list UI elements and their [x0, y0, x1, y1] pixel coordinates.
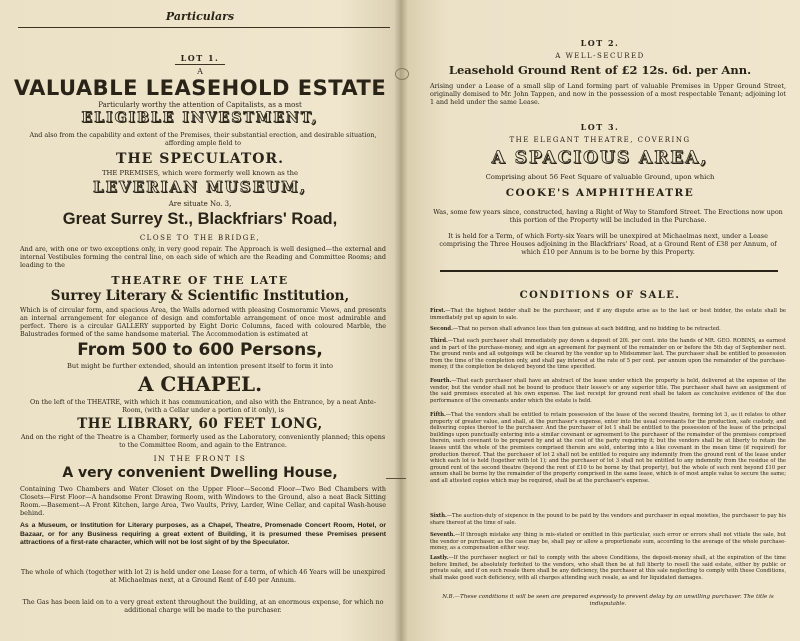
- amphitheatre-title: COOKE'S AMPHITHEATRE: [505, 187, 695, 199]
- book-gutter: [394, 0, 408, 641]
- main-title: VALUABLE LEASEHOLD ESTATE: [13, 76, 387, 100]
- condition-first: First.—That the highest bidder shall be the purchaser, and if any dispute arise as to the last or best bidder, the estate shall be immediately put up again to sale.: [430, 308, 786, 321]
- eligible-investment: ELIGIBLE INVESTMENT,: [81, 110, 319, 126]
- condition-sixth: Sixth.—The auction-duty of sixpence in the pound to be paid by the vendors and purchaser in equal moieties, the purchaser to pay his share thereof at the time of sale.: [430, 513, 786, 526]
- binding-stroke: [386, 478, 406, 479]
- lot3-title: A SPACIOUS AREA,: [491, 148, 709, 168]
- lot1-rule: [175, 64, 225, 65]
- lot3-comprising: Comprising about 56 Feet Square of valuable Ground, upon which: [485, 173, 715, 181]
- binding-mark: [395, 68, 409, 80]
- conditions-title: CONDITIONS OF SALE.: [519, 290, 681, 301]
- capability-text: And also from the capability and extent of the Premises, their substantial erection, and desirable situation, affording ample field to: [29, 131, 377, 147]
- theatre-title: THEATRE OF THE LATE: [111, 274, 289, 287]
- chapel-title: A CHAPEL.: [137, 372, 263, 396]
- lot2-intro: A WELL-SECURED: [555, 52, 645, 60]
- chapel-description: On the left of the THEATRE, with which it has communication, and also with the Entrance, by a neat Ante-Room, (with a Cellar under a portion of it only), is: [30, 398, 376, 414]
- particulars-header: Particulars: [165, 10, 235, 23]
- street-title: Great Surrey St., Blackfriars' Road,: [62, 210, 338, 228]
- lot3-intro: THE ELEGANT THEATRE, COVERING: [509, 136, 691, 144]
- lot2-title: Leasehold Ground Rent of £2 12s. 6d. per Ann.: [448, 63, 752, 77]
- uses-text: As a Museum, or Institution for Literary purposes, as a Chapel, Theatre, Promenade Concert Room, Hotel, or Bazaar, or for any Business requiring a great extent of Building, it is presumed these Premises present attractions of a first-rate character, which will not be lost sight of by the Speculator.: [20, 522, 386, 547]
- extend-text: But might be further extended, should an intention present itself to form it into: [67, 362, 333, 370]
- lot3-label: LOT 3.: [580, 122, 620, 132]
- lot2-label: LOT 2.: [580, 38, 620, 48]
- situate-text: Are situate No. 3,: [168, 200, 232, 208]
- speculator-title: THE SPECULATOR.: [116, 151, 284, 167]
- front-text: IN THE FRONT IS: [153, 454, 247, 463]
- condition-lastly: Lastly.—If the purchaser neglect or fail to comply with the above Conditions, the deposit-money shall, at the expiration of the time before limited, be absolutely forfeited to the vendors, who shall then be at full liberty to resell the said estate, either by public or private sale, and if on such resale there shall be any deficiency, the purchaser at this sale neglecting to comply with these Conditions, shall make good such deficiency, with all charges attending such resale, as and for liquidated damages.: [430, 555, 786, 581]
- gas-text: The Gas has been laid on to a very great extent throughout the building, at an enormous expense, for which no additional charge will be made to the purchaser.: [22, 598, 384, 614]
- condition-seventh: Seventh.—If through mistake any thing is mis-stated or omitted in this particular, such error or errors shall not vitiate the sale, but the vendor or purchaser, as the case may be, shall pay or allow a proportionate sum, according to the average of the whole purchase-money, as a compensation either way.: [430, 532, 786, 552]
- lot3-history: Was, some few years since, constructed, having a Right of Way to Stamford Street. The Erections now upon this portion of the Property will be included in the Purchase.: [433, 208, 783, 224]
- dwelling-description: Containing Two Chambers and Water Closet on the Upper Floor—Second Floor—Two Bed Chambers with Closets—First Floor—A handsome Front Drawing Room, with Windows to the Ground, also a neat Back Sitting Room.—Basement—A Front Kitchen, large Area, Two Vaults, Privy, Larder, Wine Cellar, and capital Wash-house behind.: [20, 485, 386, 517]
- laboratory-text: And on the right of the Theatre is a Chamber, formerly used as the Laboratory, conveniently planned; this opens to the Committee Room, and again to the Entrance.: [20, 433, 386, 449]
- repair-text: And are, with one or two exceptions only, in very good repair. The Approach is well designed—the external and internal Vestibules forming the central line, on each side of which are the Reading and Committee Rooms; and leading to the: [20, 245, 386, 269]
- persons-title: From 500 to 600 Persons,: [77, 340, 323, 360]
- close-text: CLOSE TO THE BRIDGE,: [139, 234, 261, 242]
- lot1-article: A: [197, 67, 203, 76]
- condition-fourth: Fourth.—That each purchaser shall have an abstract of the lease under which the property is held, delivered at the expense of the vendor, but the vendor shall not be bound to produce their lessor's or any superior title. The purchaser shall have an assignment of the said premises executed at his own expense. The last receipt for ground rent shall be taken as conclusive evidence of the due performance of the covenants under which the estate is held.: [430, 378, 786, 404]
- nb-note: N.B.—These conditions it will be seen are prepared expressly to prevent delay by an unwilling purchaser. The title is indisputable.: [442, 594, 774, 607]
- lot1-label: LOT 1.: [180, 53, 220, 63]
- museum-title: LEVERIAN MUSEUM,: [93, 178, 307, 196]
- lot2-description: Arising under a Lease of a small slip of Land forming part of valuable Premises in Upper Ground Street, originally demised to Mr. John Tappen, and now in the possession of a most respectable Tenant; adjoining lot 1 and held under the same Lease.: [430, 82, 786, 106]
- institution-title: Surrey Literary & Scientific Institution,: [50, 288, 350, 304]
- condition-fifth: Fifth.—That the vendors shall be entitled to retain possession of the lease of the second theatre, forming lot 3, as it relates to other property of greater value, and shall, at the purchaser's expense, enter into the usual covenants for the production, safe custody, and delivering copies thereof to the purchaser. And the purchaser of lot 1 shall be entitled to the possession of the lease of the principal buildings upon punctually entering into a similar covenant or agreement to the purchaser of the remainder of the premises comprised therein, such covenant to be prepared by and at the cost of the party requiring it; but the vendors shall be at liberty to retain the leases until the whole of the premises comprised therein are sold, entering into a like covenant in the mean time (if required) for production thereof. That the purchaser of lot 2 shall not be entitled to require any indemnity from the ground rent of the lease under which each lot is held (together with lot 1); and the purchaser of lot 3 shall not be entitled to any indemnity from the residue of the ground rent of the second theatre (beyond the rent of £10 to be borne by that property), but the whole of such rent beyond £10 per annum shall be borne by the remainder of the property comprised in the same lease, which is of most ample value to secure the same; and all attested copies which may be required, shall be at the purchaser's expense.: [430, 412, 786, 484]
- lot3-term: It is held for a Term, of which Forty-six Years will be unexpired at Michaelmas next, under a Lease comprising the Three Houses adjoining in the Blackfriars' Road, at a Ground Rent of £38 per Annum, of which £10 per Annum is to be borne by this Property.: [439, 232, 777, 256]
- library-title: THE LIBRARY, 60 FEET LONG,: [77, 416, 323, 432]
- condition-third: Third.—That each purchaser shall immediately pay down a deposit of 20l. per cent. into the hands of MR. GEO. ROBINS, as earnest and in part of the purchase-money, and sign an agreement for payment of the remainder on or before the 5th day of September next. The ground rents and all outgoings will be cleared by the vendor up to Midsummer last. The purchaser shall be entitled to possession from the time of the completion only, and shall pay interest at the rate of 5 per cent. per annum upon the remainder of the purchase-money, if the completion be delayed beyond the time specified.: [430, 338, 786, 371]
- lease-text: The whole of which (together with lot 2) is held under one Lease for a term, of which 46 Years will be unexpired at Michaelmas next, at a Ground Rent of £40 per Annum.: [20, 568, 386, 584]
- theatre-description: Which is of circular form, and spacious Area, the Walls adorned with pleasing Cosmoramic Views, and presents an internal arrangement for elegance of design and comfortable arrangement of once most admirable and perfect. There is a circular GALLERY supported by Eight Doric Columns, faced with coloured Marble, the Balustrades formed of the same handsome material. The Accommodation is estimated at: [20, 306, 386, 338]
- header-rule: [18, 27, 390, 28]
- subtitle: Particularly worthy the attention of Capitalists, as a most: [98, 101, 302, 109]
- premises-text: THE PREMISES, which were formerly well known as the: [101, 169, 299, 177]
- right-page: [400, 0, 800, 641]
- condition-second: Second.—That no person shall advance less than ten guineas at each bidding, and no bidding to be retracted.: [430, 326, 721, 332]
- dwelling-title: A very convenient Dwelling House,: [62, 465, 338, 481]
- conditions-rule: [440, 270, 778, 272]
